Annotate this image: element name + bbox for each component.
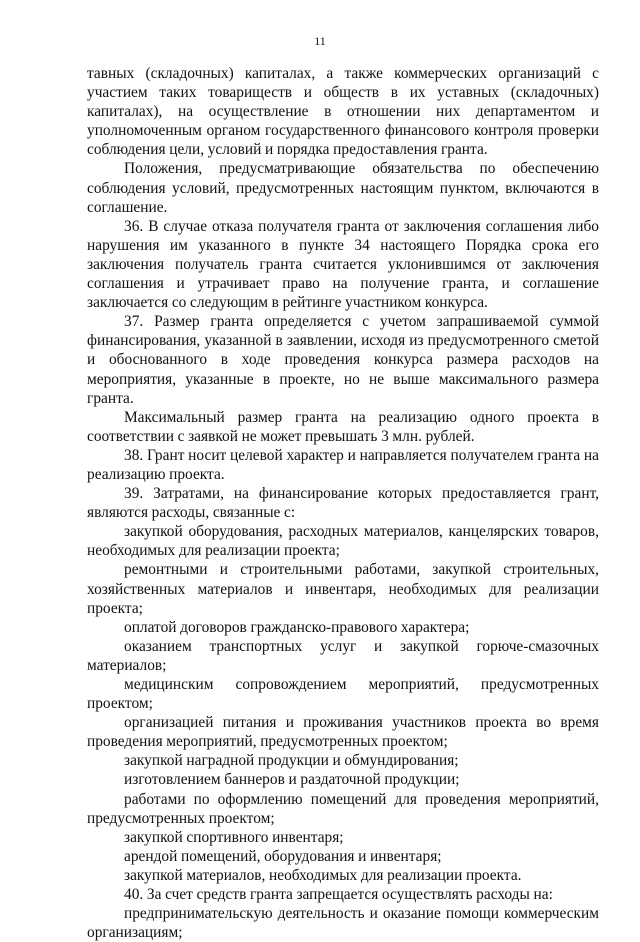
page-number: 11 (314, 34, 326, 48)
paragraph-36: 36. В случае отказа получателя гранта от заключения соглашения либо нарушения им указанного в пункте 34 настоящего Порядка срока его заключения получатель гранта считается уклонившимся от заключения соглашения и утрачивает право на получение гранта, и соглашение заключается со следующим в рейтинге участником конкурса. (87, 217, 599, 312)
paragraph-2: Положения, предусматривающие обязательства по обеспечению соблюдения условий, предусмотренных настоящим пунктом, включаются в соглашение. (87, 160, 599, 216)
list-item-entrepreneurship: предпринимательскую деятельность и оказание помощи коммерческим организациям; (87, 905, 599, 942)
list-item-banners: изготовлением баннеров и раздаточной продукции; (124, 771, 460, 789)
list-item-repair-works: ремонтными и строительными работами, закупкой строительных, хозяйственных материалов и инвентаря, необходимых для реализации проекта; (87, 561, 599, 617)
list-item-civil-contracts: оплатой договоров гражданско-правового характера; (124, 618, 470, 636)
list-item-awards: закупкой наградной продукции и обмундирования; (124, 752, 459, 770)
list-item-equipment: закупкой оборудования, расходных материалов, канцелярских товаров, необходимых для реализации проекта; (87, 523, 599, 560)
list-item-catering: организацией питания и проживания участников проекта во время проведения мероприятий, предусмотренных проектом; (87, 714, 599, 751)
list-item-rent: арендой помещений, оборудования и инвентаря; (124, 847, 442, 865)
document-body (87, 64, 599, 942)
paragraph-1: тавных (складочных) капиталах, а также коммерческих организаций с участием таких товариществ и обществ в их уставных (складочных) капиталах), на осуществление в отношении них департаментом и уполномоченным органом государственного финансового контроля проверки соблюдения цели, условий и порядка предоставления гранта. (87, 65, 599, 159)
paragraph-37: 37. Размер гранта определяется с учетом запрашиваемой суммой финансирования, указанной в заявлении, исходя из предусмотренного сметой и обоснованного в ходе проведения конкурса размера расходов на мероприятия, указанные в проекте, но не выше максимального размера гранта. (87, 313, 599, 407)
paragraph-max-grant: Максимальный размер гранта на реализацию одного проекта в соответствии с заявкой не может превышать 3 млн. рублей. (87, 408, 599, 445)
list-item-sport-inventory: закупкой спортивного инвентаря; (124, 828, 344, 846)
paragraph-40: 40. За счет средств гранта запрещается осуществлять расходы на: (124, 886, 553, 904)
paragraph-38: 38. Грант носит целевой характер и направляется получателем гранта на реализацию проекта. (87, 446, 599, 483)
list-item-medical: медицинским сопровождением мероприятий, предусмотренных проектом; (87, 676, 599, 713)
list-item-materials: закупкой материалов, необходимых для реализации проекта. (124, 866, 522, 884)
list-item-decoration: работами по оформлению помещений для проведения мероприятий, предусмотренных проектом; (87, 790, 599, 827)
paragraph-39: 39. Затратами, на финансирование которых предоставляется грант, являются расходы, связанные с: (87, 485, 599, 522)
list-item-transport: оказанием транспортных услуг и закупкой горюче-смазочных материалов; (87, 637, 599, 674)
